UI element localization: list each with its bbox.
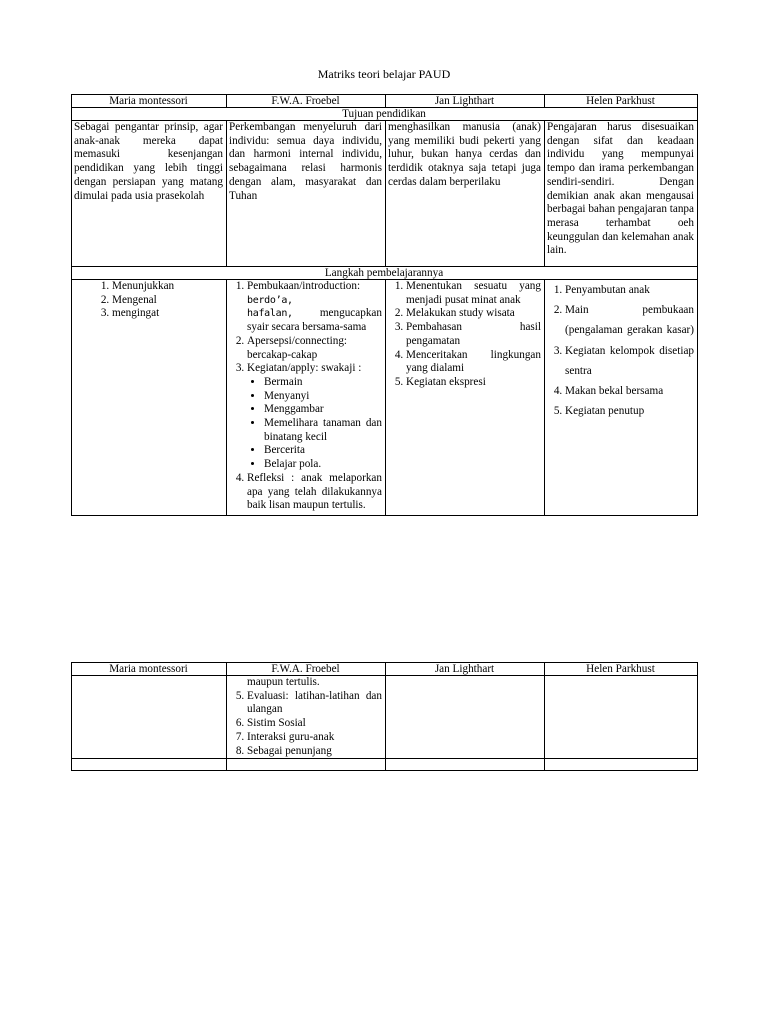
froebel-item1-title: Pembukaan/introduction: (247, 280, 361, 292)
list-item: • Memelihara tanaman dan binatang kecil (264, 417, 382, 444)
langkah-row-continued (72, 676, 698, 759)
header-lighthart: Jan Lighthart (386, 663, 545, 676)
langkah-froebel (227, 280, 386, 516)
langkah-montessori-continued (72, 676, 227, 759)
empty-cell (386, 759, 545, 771)
froebel-item1-rest: mengucapkan syair secara bersama-sama (247, 307, 382, 334)
langkah-froebel-continued (227, 676, 386, 759)
list-item: 2. Main pembukaan (pengalaman gerakan kasar) (565, 300, 694, 340)
list-item: 5. Kegiatan penutup (565, 401, 694, 421)
list-item: 5. Kegiatan ekspresi (406, 376, 541, 390)
header-lighthart: Jan Lighthart (386, 95, 545, 108)
list-item: • Menggambar (264, 403, 382, 417)
header-montessori: Maria montessori (72, 663, 227, 676)
list-item: 1. Menunjukkan (112, 280, 223, 294)
froebel-item3-title: Kegiatan/apply: swakaji : (247, 362, 362, 375)
list-item: • Menyanyi (264, 390, 382, 404)
tujuan-row (72, 121, 698, 267)
froebel-item4-continued: maupun tertulis. (247, 676, 320, 688)
section-label-langkah: Langkah pembelajarannya (72, 267, 698, 280)
empty-cell (72, 759, 227, 771)
header-parkhust: Helen Parkhust (545, 95, 698, 108)
header-row (72, 663, 698, 676)
list-item (247, 362, 382, 472)
list-item: 4. Refleksi : anak melaporkan apa yang telah dilakukannya baik lisan maupun tertulis. (247, 472, 382, 512)
langkah-row (72, 280, 698, 516)
tujuan-froebel: Perkembangan menyeluruh dari individu: semua daya individu, dan harmoni internal individu, sebagaimana relasi harmonis dengan alam, masyarakat dan Tuhan (227, 121, 386, 267)
langkah-montessori (72, 280, 227, 516)
list-item: 1. Penyambutan anak (565, 280, 694, 300)
list-item: 2. Melakukan study wisata (406, 307, 541, 321)
section-label-tujuan: Tujuan pendidikan (72, 108, 698, 121)
list-item: 2. Mengenal (112, 294, 223, 308)
header-froebel: F.W.A. Froebel (227, 663, 386, 676)
list-item: 3. Pembahasan hasil pengamatan (406, 321, 541, 348)
list-item: 4. Makan bekal bersama (565, 381, 694, 401)
list-item: 1. Menentukan sesuatu yang menjadi pusat minat anak (406, 280, 541, 307)
header-montessori: Maria montessori (72, 95, 227, 108)
list-item: • Belajar pola. (264, 458, 382, 472)
list-item: 3. Kegiatan kelompok disetiap sentra (565, 341, 694, 381)
theory-matrix-table (71, 94, 698, 516)
tujuan-montessori: Sebagai pengantar prinsip, agar anak-anak mereka dapat memasuki kesenjangan pendidikan yang lebih tinggi dengan persiapan yang matang dimulai pada usia prasekolah (72, 121, 227, 267)
list-item: 7. Interaksi guru-anak (247, 731, 382, 745)
document-title: Matriks teori belajar PAUD (317, 67, 451, 81)
list-item: 4. Menceritakan lingkungan yang dialami (406, 349, 541, 376)
tujuan-lighthart: menghasilkan manusia (anak) yang memiliki budi pekerti yang luhur, bukan hanya cerdas dan terdidik otaknya saja tetapi juga cerdas dalam berperilaku (386, 121, 545, 267)
header-row (72, 95, 698, 108)
langkah-lighthart-continued (386, 676, 545, 759)
list-item: • Bermain (264, 376, 382, 390)
froebel-item1-word1: berdo’a, (247, 294, 293, 306)
langkah-lighthart (386, 280, 545, 516)
list-item: 2. Apersepsi/connecting: bercakap-cakap (247, 335, 382, 362)
list-item (247, 280, 382, 335)
list-item: 5. Evaluasi: latihan-latihan dan ulangan (247, 690, 382, 717)
empty-cell (545, 759, 698, 771)
empty-cell (227, 759, 386, 771)
header-parkhust: Helen Parkhust (545, 663, 698, 676)
langkah-parkhust-continued (545, 676, 698, 759)
header-froebel: F.W.A. Froebel (227, 95, 386, 108)
list-item: 6. Sistim Sosial (247, 717, 382, 731)
list-item: 8. Sebagai penunjang (247, 745, 382, 759)
list-item: 3. mengingat (112, 307, 223, 321)
section-row-tujuan (72, 108, 698, 121)
froebel-item1-word2: hafalan, (247, 308, 293, 320)
theory-matrix-table-continued (71, 662, 698, 771)
empty-row (72, 759, 698, 771)
tujuan-parkhust: Pengajaran harus disesuaikan dengan sifat dan keadaan individu yang mempunyai tempo dan irama perkembangan sendiri-sendiri. Dengan demikian anak akan mengausai berbagai bahan pengajaran tanpa merasa terhambat oeh keunggulan dan kelemahan anak lain. (545, 121, 698, 267)
langkah-parkhust (545, 280, 698, 516)
section-row-langkah (72, 267, 698, 280)
list-item: • Bercerita (264, 444, 382, 458)
